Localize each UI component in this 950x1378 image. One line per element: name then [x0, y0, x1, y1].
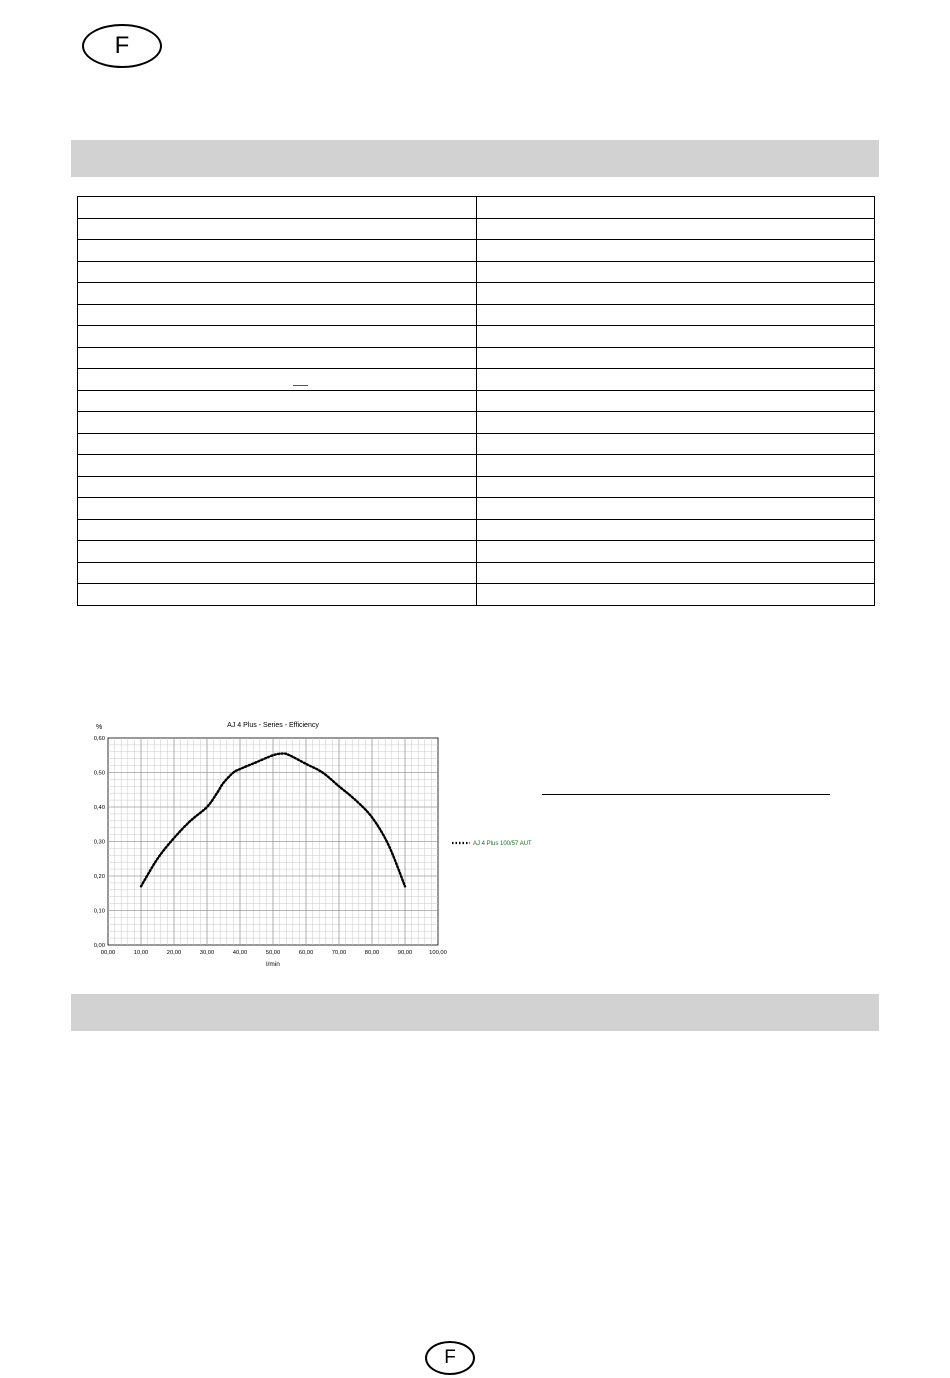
- table-row: [78, 197, 875, 219]
- table-row: [78, 390, 875, 412]
- table-cell-label: [78, 584, 477, 606]
- table-cell-value: [476, 455, 875, 477]
- table-cell-label: [78, 304, 477, 326]
- language-badge-label: F: [444, 1347, 456, 1368]
- efficiency-chart: [90, 716, 535, 972]
- table-row: [78, 369, 875, 391]
- table-cell-label: [78, 455, 477, 477]
- table-cell-value: [476, 326, 875, 348]
- table-row: [78, 584, 875, 606]
- y-tick-label: 0,30: [93, 839, 105, 846]
- x-tick-label: 90,00: [397, 950, 413, 956]
- table-cell-label: [78, 347, 477, 369]
- table-row: [78, 455, 875, 477]
- x-tick-label: 40,00: [232, 950, 248, 956]
- note-underline: [542, 794, 830, 795]
- x-tick-label: 70,00: [331, 950, 347, 956]
- table-cell-label: [78, 476, 477, 498]
- table-row: [78, 326, 875, 348]
- table-cell-value: [476, 541, 875, 563]
- legend-label: AJ 4 Plus 100/57 AUT: [473, 841, 532, 847]
- y-tick-label: 0,40: [93, 805, 105, 811]
- table-cell-value: [476, 412, 875, 434]
- table-row: [78, 412, 875, 434]
- table-cell-value: [476, 197, 875, 219]
- y-tick-label: 0,10: [93, 908, 105, 915]
- x-tick-label: 50,00: [265, 950, 281, 956]
- section-header-bar-1: [71, 140, 879, 177]
- table-cell-value: [476, 283, 875, 305]
- table-cell-value: [476, 304, 875, 326]
- table-row: [78, 433, 875, 455]
- x-tick-label: 00,00: [100, 950, 116, 956]
- table-row: [78, 562, 875, 584]
- table-cell-value: [476, 498, 875, 520]
- table-cell-label: [78, 283, 477, 305]
- table-row: [78, 218, 875, 240]
- table-row: [78, 347, 875, 369]
- table-cell-value: [476, 476, 875, 498]
- y-tick-label: 0,20: [93, 874, 105, 880]
- table-cell-value: [476, 347, 875, 369]
- table-row: [78, 541, 875, 563]
- table-cell-label: [78, 197, 477, 219]
- x-tick-label: 20,00: [166, 950, 182, 956]
- language-badge-bottom: [425, 1341, 475, 1375]
- y-tick-label: 0,00: [93, 943, 105, 949]
- x-tick-label: 60,00: [298, 950, 314, 956]
- table-row: [78, 476, 875, 498]
- y-tick-label: 0,60: [93, 736, 105, 742]
- table-mark: [293, 385, 308, 386]
- language-badge-top: [82, 24, 162, 68]
- table-cell-value: [476, 261, 875, 283]
- table-cell-label: [78, 240, 477, 262]
- table-row: [78, 498, 875, 520]
- table-cell-label: [78, 433, 477, 455]
- efficiency-chart-svg: [90, 716, 535, 972]
- table-cell-value: [476, 390, 875, 412]
- x-axis-label: l/min: [266, 961, 280, 968]
- table-cell-value: [476, 584, 875, 606]
- table-cell-label: [78, 519, 477, 541]
- table-cell-value: [476, 562, 875, 584]
- table-cell-label: [78, 412, 477, 434]
- language-badge-label: F: [114, 32, 130, 59]
- table-row: [78, 240, 875, 262]
- x-tick-label: 80,00: [364, 950, 380, 956]
- table-row: [78, 304, 875, 326]
- chart-title: AJ 4 Plus - Series - Efficiency: [227, 722, 319, 729]
- table-cell-label: [78, 498, 477, 520]
- table-row: [78, 519, 875, 541]
- table-cell-label: [78, 390, 477, 412]
- table-cell-value: [476, 218, 875, 240]
- table-cell-label: [78, 261, 477, 283]
- table-cell-label: [78, 562, 477, 584]
- x-tick-label: 100,00: [429, 950, 447, 956]
- table-cell-value: [476, 240, 875, 262]
- table-row: [78, 261, 875, 283]
- y-tick-label: 0,50: [93, 770, 105, 777]
- table-cell-label: [78, 326, 477, 348]
- table-cell-value: [476, 433, 875, 455]
- table-cell-label: [78, 218, 477, 240]
- table-cell-label: [78, 541, 477, 563]
- section-header-bar-2: [71, 994, 879, 1031]
- table-row: [78, 283, 875, 305]
- table-cell-value: [476, 519, 875, 541]
- x-tick-label: 30,00: [199, 950, 215, 956]
- specification-table: [77, 196, 875, 606]
- y-axis-label: %: [96, 724, 103, 731]
- table-cell-value: [476, 369, 875, 391]
- x-tick-label: 10,00: [133, 950, 149, 956]
- legend: [452, 841, 532, 847]
- table-cell-label: [78, 369, 477, 391]
